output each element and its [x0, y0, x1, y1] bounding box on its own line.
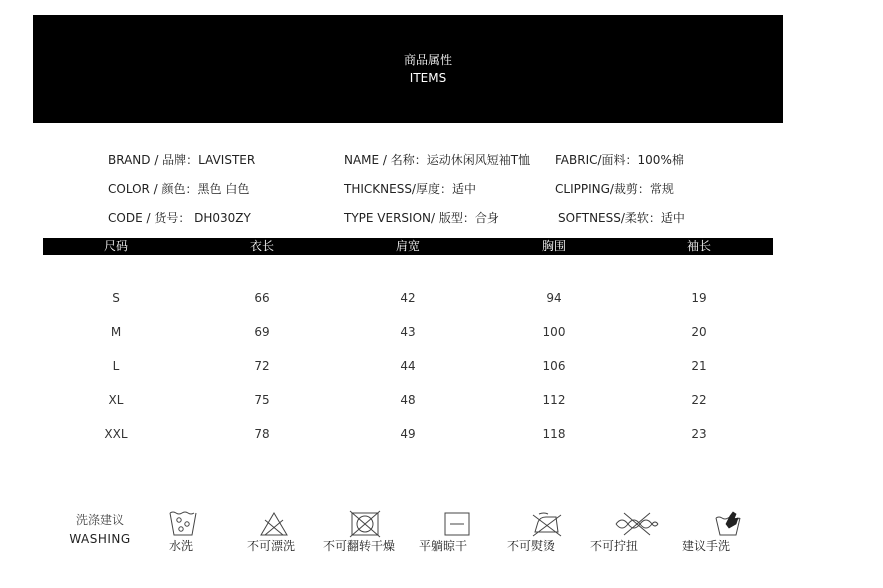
care-label-no-bleach: 不可漂洗	[246, 539, 296, 553]
cell-shoulder: 43	[400, 325, 416, 339]
cell-size: M	[110, 325, 122, 339]
header-title-cn: 商品属性	[403, 53, 452, 67]
cell-sleeve: 22	[691, 393, 707, 407]
cell-shoulder: 49	[400, 427, 416, 441]
cell-shoulder: 48	[400, 393, 416, 407]
items-header	[33, 15, 783, 123]
cell-shoulder: 44	[400, 359, 416, 373]
size-table-header	[43, 238, 773, 255]
cell-length: 75	[254, 393, 270, 407]
care-label-flat-dry: 平躺晾干	[418, 539, 468, 553]
care-label-no-iron: 不可熨烫	[506, 539, 556, 553]
hand-wash-icon	[712, 510, 744, 538]
attr-color: COLOR / 颜色：黑色 白色	[108, 182, 250, 196]
cell-size: XL	[108, 393, 124, 407]
cell-chest: 94	[546, 291, 562, 305]
attr-fabric: FABRIC/面料：100%棉	[555, 153, 684, 167]
col-header-shoulder: 肩宽	[395, 239, 420, 253]
cell-length: 69	[254, 325, 270, 339]
cell-sleeve: 20	[691, 325, 707, 339]
flat-dry-shade-icon	[443, 510, 471, 538]
care-title	[60, 512, 140, 550]
care-label-hand-wash: 建议手洗	[681, 539, 731, 553]
no-iron-icon	[530, 510, 564, 538]
cell-shoulder: 42	[400, 291, 416, 305]
cell-chest: 100	[542, 325, 566, 339]
cell-length: 66	[254, 291, 270, 305]
care-label-no-tumble-dry: 不可翻转干燥	[322, 539, 396, 553]
cell-size: S	[112, 291, 120, 305]
col-header-size: 尺码	[103, 239, 128, 253]
cell-sleeve: 21	[691, 359, 707, 373]
care-label-wash: 水洗	[168, 539, 194, 553]
attr-code: CODE / 货号： DH030ZY	[108, 211, 251, 225]
header-title-en: ITEMS	[409, 71, 447, 85]
no-tumble-dry-icon	[348, 510, 382, 538]
cell-sleeve: 23	[691, 427, 707, 441]
attr-type-version: TYPE VERSION/ 版型：合身	[344, 211, 499, 225]
attr-softness: SOFTNESS/柔软：适中	[558, 211, 685, 225]
attr-thickness: THICKNESS/厚度：适中	[344, 182, 476, 196]
cell-length: 72	[254, 359, 270, 373]
col-header-length: 衣长	[249, 239, 274, 253]
care-title-cn: 洗涤建议	[75, 513, 124, 527]
cell-chest: 118	[542, 427, 566, 441]
col-header-sleeve: 袖长	[686, 239, 711, 253]
cell-size: XXL	[104, 427, 128, 441]
washtub-icon	[168, 510, 198, 538]
no-wring-icon	[614, 510, 660, 538]
cell-size: L	[112, 359, 120, 373]
attr-name: NAME / 名称：运动休闲风短袖T恤	[344, 153, 531, 167]
no-bleach-icon	[259, 510, 289, 538]
care-title-en: WASHING	[69, 532, 131, 546]
care-label-no-wring: 不可拧扭	[589, 539, 639, 553]
attr-clipping: CLIPPING/裁剪：常规	[555, 182, 674, 196]
attr-brand: BRAND / 品牌：LAVISTER	[108, 153, 256, 167]
cell-sleeve: 19	[691, 291, 707, 305]
col-header-chest: 胸围	[541, 239, 566, 253]
cell-chest: 112	[542, 393, 566, 407]
cell-chest: 106	[542, 359, 566, 373]
cell-length: 78	[254, 427, 270, 441]
